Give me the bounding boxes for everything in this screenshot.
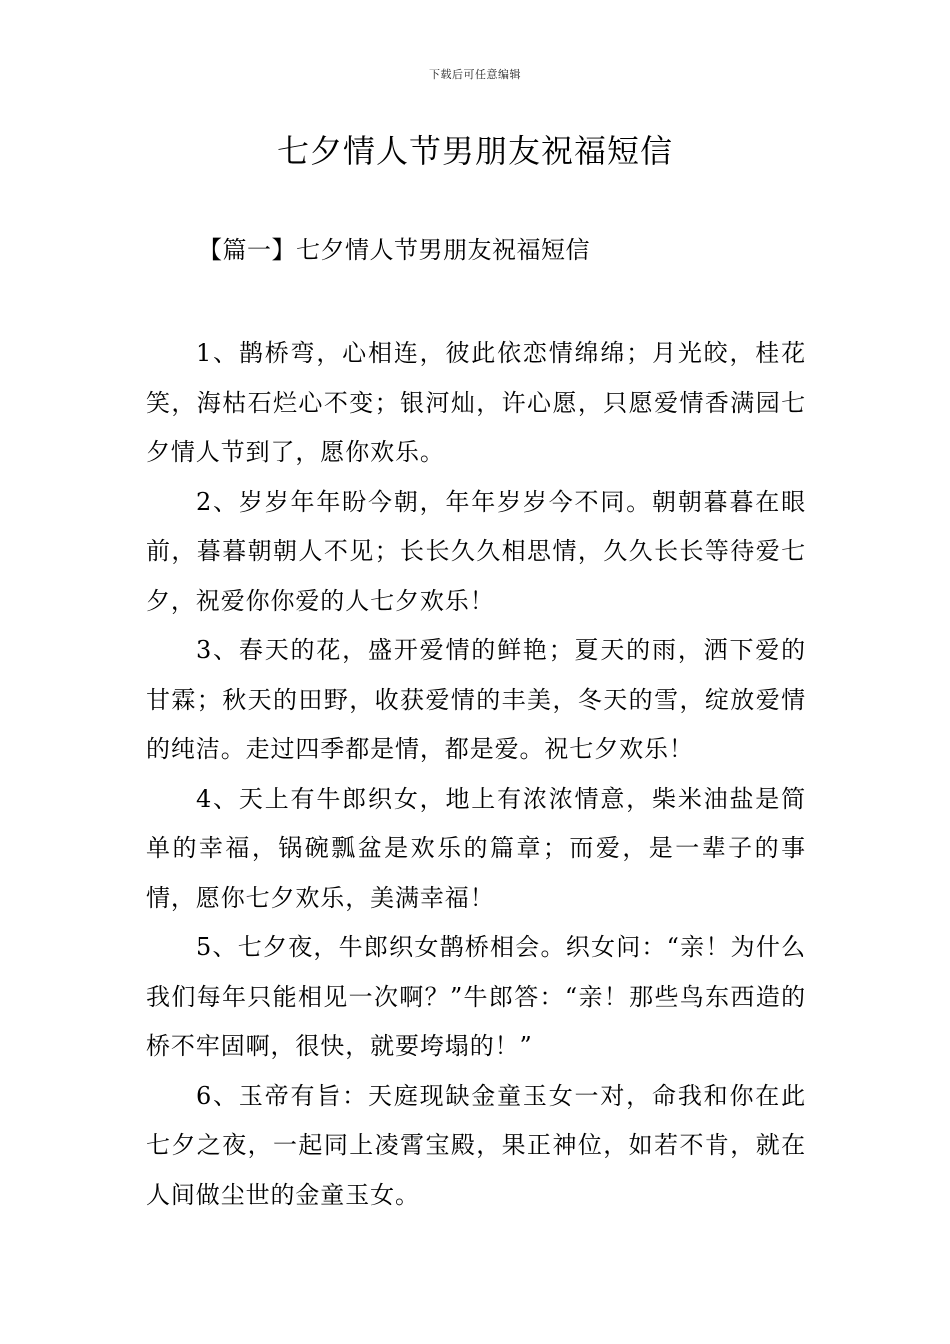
paragraph-1: 1、鹊桥弯，心相连，彼此依恋情绵绵；月光皎，桂花笑，海枯石烂心不变；银河灿，许心愿，只愿爱情香满园七夕情人节到了，愿你欢乐。: [146, 339, 806, 466]
paragraph-6: 6、玉帝有旨：天庭现缺金童玉女一对，命我和你在此七夕之夜，一起同上凌霄宝殿，果正神位，如若不肯，就在人间做尘世的金童玉女。: [146, 1081, 806, 1209]
paragraph-2: 2、岁岁年年盼今朝，年年岁岁今不同。朝朝暮暮在眼前，暮暮朝朝人不见；长长久久相思情，久久长长等待爱七夕，祝爱你你爱的人七夕欢乐！: [146, 487, 806, 615]
header-note: 下载后可任意编辑: [429, 68, 521, 81]
page-title: 七夕情人节男朋友祝福短信: [276, 132, 673, 170]
paragraph-3: 3、春天的花，盛开爱情的鲜艳；夏天的雨，洒下爱的甘霖；秋天的田野，收获爱情的丰美，冬天的雪，绽放爱情的纯洁。走过四季都是情，都是爱。祝七夕欢乐！: [146, 636, 806, 763]
section-heading: 【篇一】七夕情人节男朋友祝福短信: [198, 236, 590, 264]
paragraph-5: 5、七夕夜，牛郎织女鹊桥相会。织女问：“亲！为什么我们每年只能相见一次啊？”牛郎答：“亲！那些鸟东西造的桥不牢固啊，很快，就要垮塌的！”: [146, 933, 806, 1060]
body-text: [146, 329, 806, 1220]
paragraph-4: 4、天上有牛郎织女，地上有浓浓情意，柴米油盐是简单的幸福，锅碗瓢盆是欢乐的篇章；而爱，是一辈子的事情，愿你七夕欢乐，美满幸福！: [146, 784, 806, 912]
